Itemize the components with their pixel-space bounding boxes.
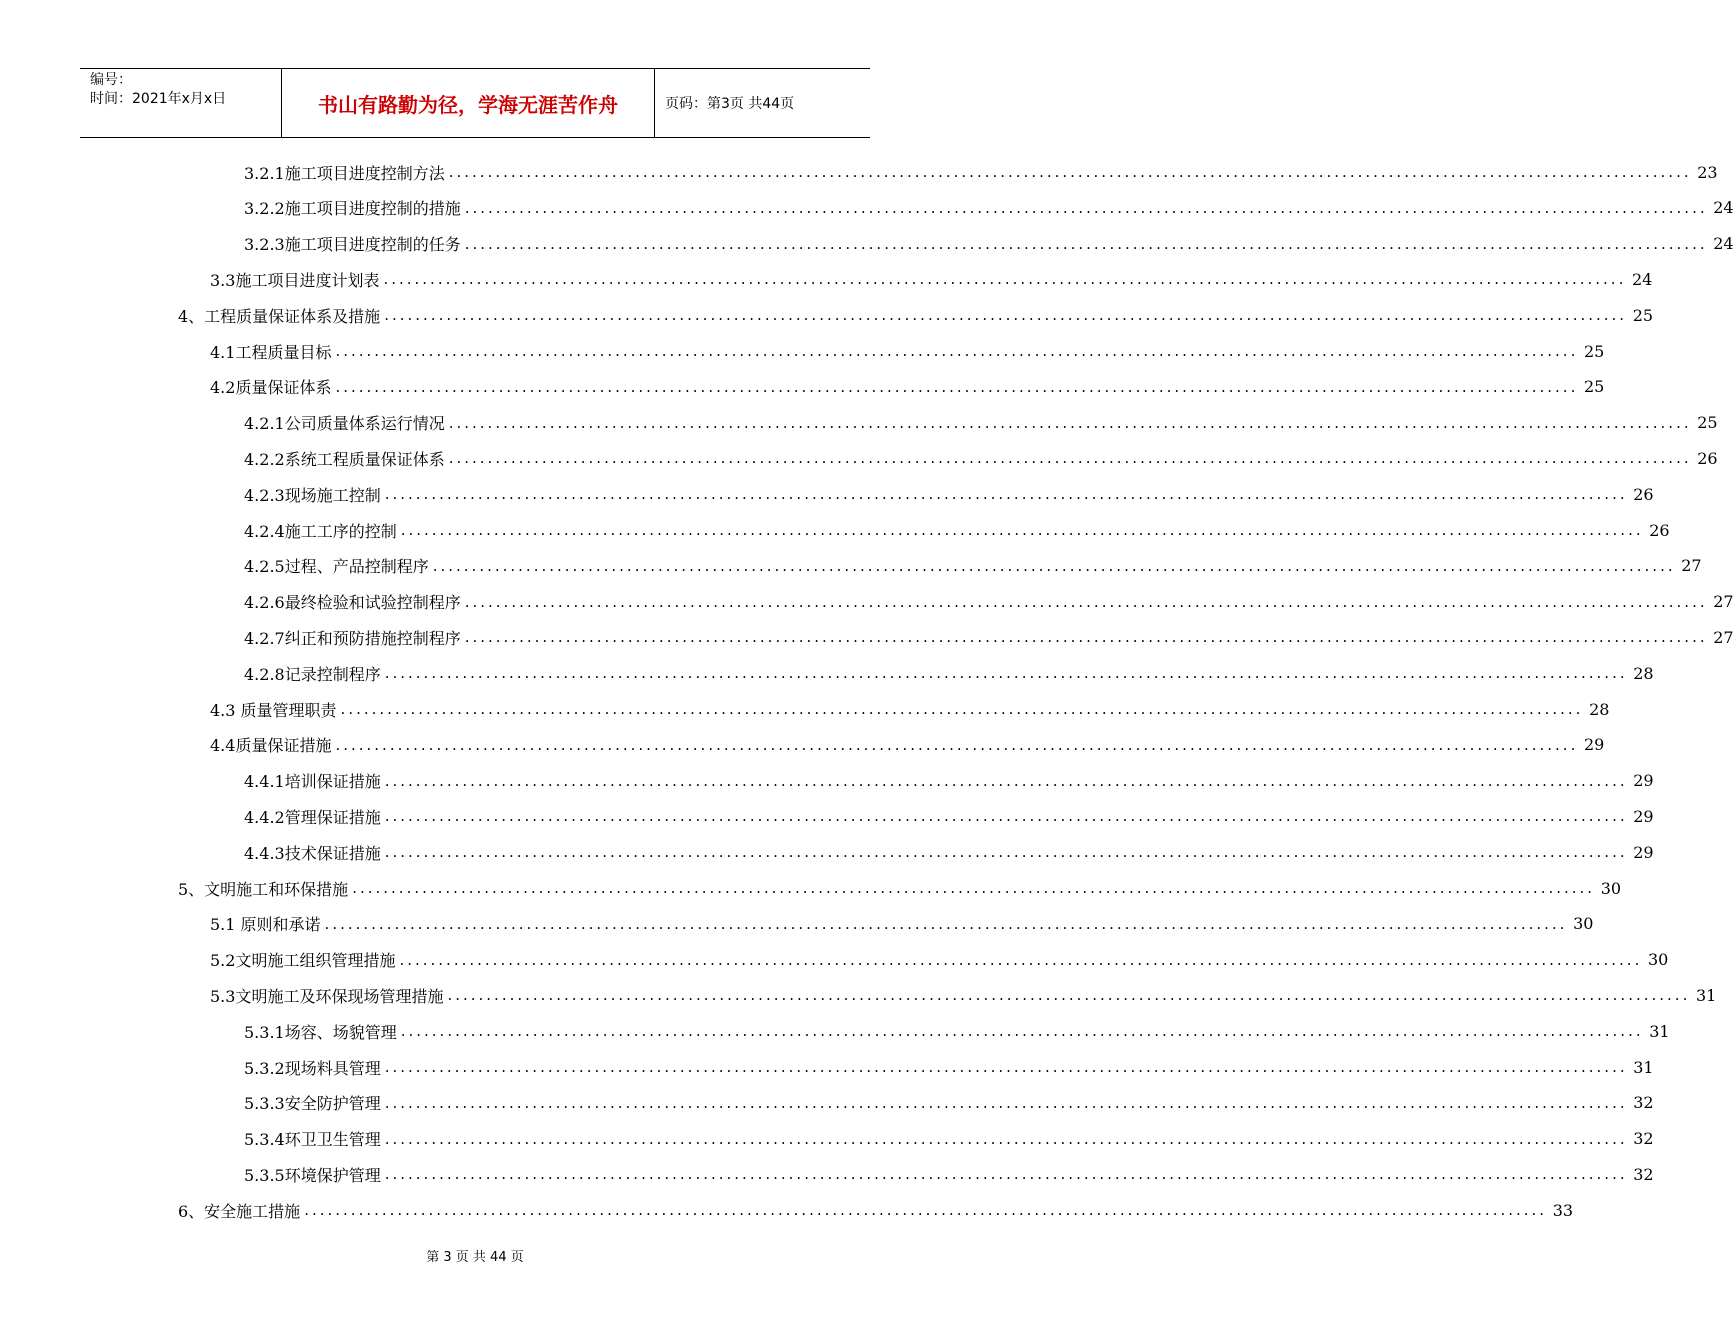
toc-entry-title: 5.3文明施工及环保现场管理措施 [210,986,444,1006]
toc-entry[interactable] [244,405,1718,441]
toc-entry-page: 33 [1552,1200,1574,1220]
toc-entry[interactable] [244,763,1654,799]
toc-dot-leader: ................................................................................................................................................................ [400,1022,1644,1041]
toc-entry[interactable] [244,190,1734,226]
toc-entry-page: 27 [1681,556,1702,576]
document-time: 时间：2021年x月x日 [90,91,227,107]
toc-dot-leader: ................................................................................................................................................................ [464,234,1708,253]
toc-dot-leader: ................................................................................................................................................................ [352,879,1596,897]
toc-entry-title: 4.4.3技术保证措施 [244,843,381,863]
toc-dot-leader: ................................................................................................................................................................ [464,198,1708,217]
toc-entry[interactable] [178,870,1622,906]
toc-entry[interactable] [210,977,1717,1013]
toc-entry[interactable] [244,154,1718,190]
toc-dot-leader: ................................................................................................................................................................ [383,270,1627,289]
toc-dot-leader: ................................................................................................................................................................ [399,950,1643,969]
toc-entry-title: 4.2.5过程、产品控制程序 [244,557,429,577]
toc-entry-page: 32 [1633,1129,1654,1149]
toc-entry-page: 25 [1583,341,1605,361]
toc-dot-leader: ................................................................................................................................................................ [448,163,1692,181]
toc-dot-leader: ................................................................................................................................................................ [384,1165,1628,1184]
toc-entry-page: 23 [1697,162,1718,182]
toc-entry-page: 27 [1713,592,1734,612]
toc-entry[interactable] [210,369,1605,405]
toc-dot-leader: ................................................................................................................................................................ [324,914,1568,933]
toc-entry-title: 4.2质量保证体系 [210,378,332,398]
header-meta [80,69,282,137]
toc-dot-leader: ................................................................................................................................................................ [384,1093,1628,1112]
toc-dot-leader: ................................................................................................................................................................ [447,986,1691,1005]
toc-entry[interactable] [244,1013,1670,1049]
toc-dot-leader: ................................................................................................................................................................ [384,1058,1628,1076]
toc-entry-title: 3.2.2施工项目进度控制的措施 [244,199,461,219]
toc-entry-title: 4.4质量保证措施 [210,736,332,756]
toc-entry-title: 5.3.3安全防护管理 [244,1094,381,1114]
toc-entry-title: 4.2.1公司质量体系运行情况 [244,414,445,434]
toc-entry[interactable] [244,655,1654,691]
toc-entry-title: 4.1工程质量目标 [210,342,332,362]
toc-entry-page: 29 [1633,842,1654,862]
toc-entry-page: 26 [1633,484,1654,504]
toc-dot-leader: ................................................................................................................................................................ [335,735,1579,754]
toc-entry[interactable] [244,1156,1654,1192]
toc-entry-page: 26 [1649,520,1670,540]
toc-entry[interactable] [244,226,1734,262]
toc-entry-title: 4.2.7纠正和预防措施控制程序 [244,628,461,648]
toc-entry[interactable] [244,476,1654,512]
toc-dot-leader: ................................................................................................................................................................ [384,1129,1628,1148]
toc-dot-leader: ................................................................................................................................................................ [384,664,1628,683]
toc-entry-page: 27 [1713,627,1734,647]
toc-entry[interactable] [244,1049,1654,1085]
toc-entry-title: 5.3.5环境保护管理 [244,1165,381,1185]
toc-entry-title: 4.4.1培训保证措施 [244,772,381,792]
toc-entry[interactable] [244,798,1654,834]
toc-entry-page: 32 [1633,1164,1654,1184]
toc-entry[interactable] [244,440,1718,476]
toc-entry-page: 29 [1633,806,1654,826]
toc-entry-title: 6、安全施工措施 [178,1201,301,1221]
toc-entry-title: 5.2文明施工组织管理措施 [210,951,396,971]
toc-entry-page: 31 [1695,985,1717,1005]
toc-entry-title: 3.3施工项目进度计划表 [210,270,380,290]
toc-entry-title: 5.3.1场容、场貌管理 [244,1022,397,1042]
toc-dot-leader: ................................................................................................................................................................ [432,556,1676,575]
toc-entry-page: 24 [1631,269,1653,289]
toc-entry[interactable] [244,512,1670,548]
toc-entry-page: 25 [1583,377,1605,397]
toc-entry-title: 5.3.2现场料具管理 [244,1058,381,1078]
toc-entry[interactable] [244,1121,1654,1157]
toc-entry-page: 30 [1647,950,1669,970]
toc-entry-page: 25 [1697,413,1718,433]
toc-entry-title: 4、工程质量保证体系及措施 [178,306,381,326]
toc-dot-leader: ................................................................................................................................................................ [448,413,1692,432]
header-motto: 书山有路勤为径，学海无涯苦作舟 [282,69,655,137]
toc-entry-page: 30 [1600,878,1622,898]
toc-entry-title: 5、文明施工和环保措施 [178,879,349,899]
toc-entry-page: 24 [1713,198,1734,218]
toc-entry[interactable] [210,333,1605,369]
toc-entry-page: 29 [1633,771,1654,791]
toc-dot-leader: ................................................................................................................................................................ [464,592,1708,611]
toc-dot-leader: ................................................................................................................................................................ [384,807,1628,826]
header-page-info: 页码：第3页 共44页 [665,96,795,112]
toc-entry[interactable] [244,548,1702,584]
toc-dot-leader: ................................................................................................................................................................ [400,521,1644,539]
toc-dot-leader: ................................................................................................................................................................ [304,1201,1548,1220]
toc-entry-page: 28 [1589,699,1610,719]
toc-entry[interactable] [244,834,1654,870]
toc-dot-leader: ................................................................................................................................................................ [335,342,1579,360]
toc-dot-leader: ................................................................................................................................................................ [384,771,1628,790]
toc-entry[interactable] [244,584,1734,620]
toc-entry-title: 3.2.1施工项目进度控制方法 [244,163,445,183]
toc-entry[interactable] [210,691,1610,727]
toc-entry-page: 31 [1649,1021,1670,1041]
toc-dot-leader: ................................................................................................................................................................ [464,628,1708,647]
toc-entry[interactable] [210,942,1669,978]
toc-entry-title: 3.2.3施工项目进度控制的任务 [244,235,461,255]
toc-dot-leader: ................................................................................................................................................................ [335,377,1579,396]
toc-dot-leader: ................................................................................................................................................................ [384,843,1628,862]
toc-entry-title: 4.2.2系统工程质量保证体系 [244,449,445,469]
toc-entry-page: 25 [1632,305,1654,325]
toc-entry-page: 29 [1583,735,1605,755]
toc-entry-title: 5.1 原则和承诺 [210,915,321,935]
toc-entry[interactable] [244,619,1734,655]
toc-dot-leader: ................................................................................................................................................................ [384,485,1628,504]
toc-entry-page: 28 [1633,663,1654,683]
toc-entry-page: 26 [1697,448,1718,468]
toc-entry-title: 4.2.4施工工序的控制 [244,521,397,541]
toc-entry[interactable] [178,1192,1574,1228]
toc-entry-title: 5.3.4环卫卫生管理 [244,1130,381,1150]
toc-entry[interactable] [244,1085,1654,1121]
toc-entry-page: 30 [1573,914,1594,934]
toc-entry-title: 4.2.8记录控制程序 [244,664,381,684]
toc-dot-leader: ................................................................................................................................................................ [340,700,1584,718]
toc-entry[interactable] [178,297,1654,333]
toc-entry-title: 4.4.2管理保证措施 [244,807,381,827]
toc-entry-page: 24 [1713,234,1734,254]
toc-entry-page: 32 [1633,1093,1654,1113]
toc-entry[interactable] [210,261,1653,297]
toc-dot-leader: ................................................................................................................................................................ [448,449,1692,468]
toc-entry[interactable] [210,727,1605,763]
document-number-label: 编号： [90,72,132,88]
toc-dot-leader: ................................................................................................................................................................ [384,306,1628,325]
toc-entry[interactable] [210,906,1594,942]
page-footer: 第 3 页 共 44 页 [426,1250,524,1265]
toc-entry-title: 4.2.3现场施工控制 [244,485,381,505]
toc-entry-page: 31 [1633,1057,1654,1077]
page-header [80,68,870,138]
toc-entry-title: 4.2.6最终检验和试验控制程序 [244,593,461,613]
toc-entry-title: 4.3 质量管理职责 [210,700,337,720]
